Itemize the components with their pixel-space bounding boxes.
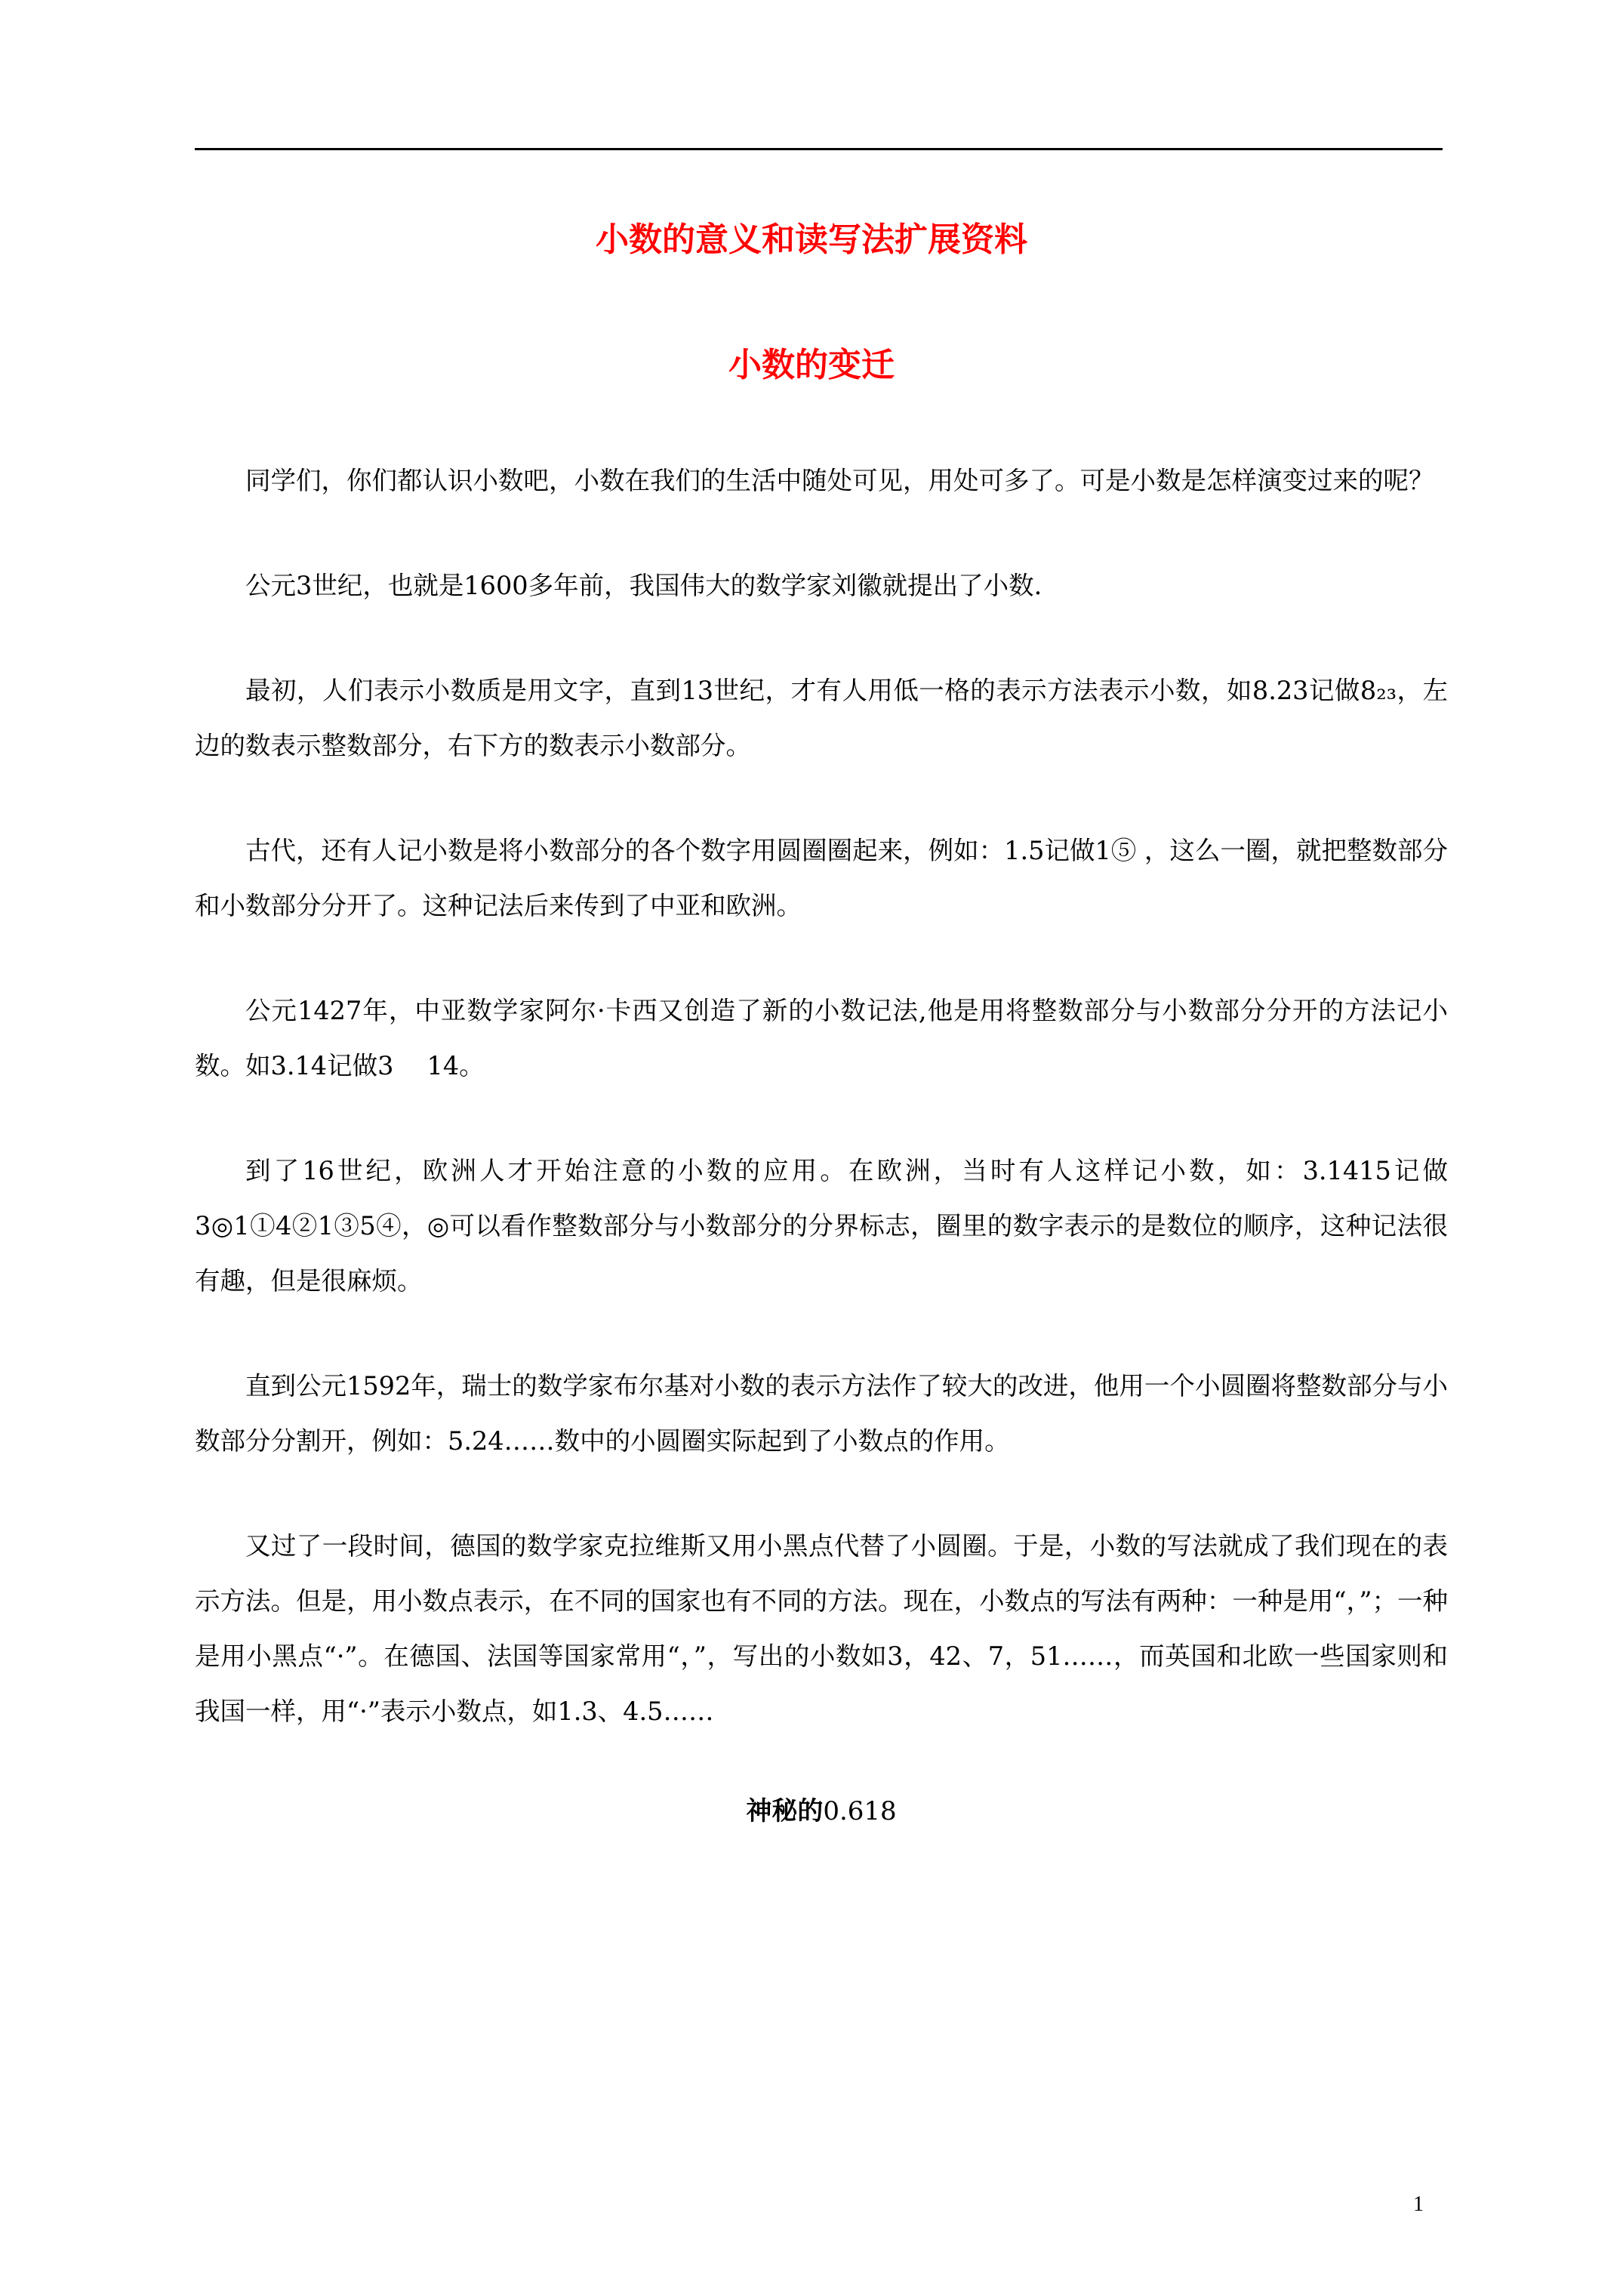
paragraph-burgi: 直到公元1592年，瑞士的数学家布尔基对小数的表示方法作了较大的改进，他用一个小圆圈将整数部分与小数部分分割开，例如：5.24……数中的小圆圈实际起到了小数点的作用。 bbox=[195, 1371, 1448, 1456]
paragraph-intro: 同学们，你们都认识小数吧，小数在我们的生活中随处可见，用处可多了。可是小数是怎样演变过来的呢？ bbox=[245, 466, 1434, 495]
header-rule bbox=[195, 148, 1443, 150]
paragraph-16th-century: 到了16世纪，欧洲人才开始注意的小数的应用。在欧洲，当时有人这样记小数，如：3.1415记做3◎1①4②1③5④，◎可以看作整数部分与小数部分的分界标志，圈里的数字表示的是数位的顺序，这种记法很有趣，但是很麻烦。 bbox=[195, 1156, 1448, 1296]
section-heading bbox=[195, 1784, 1448, 1839]
section-heading-label: 神秘的 bbox=[746, 1796, 824, 1826]
section-heading-number: 0.618 bbox=[823, 1796, 897, 1826]
paragraph-liu-hui: 公元3世纪，也就是1600多年前，我国伟大的数学家刘徽就提出了小数. bbox=[245, 571, 1042, 600]
document-body bbox=[195, 453, 1448, 1839]
document-title: 小数的意义和读写法扩展资料 bbox=[596, 220, 1027, 259]
paragraph-circled-digits: 古代，还有人记小数是将小数部分的各个数字用圆圈圈起来，例如：1.5记做1⑤ ，这么一圈，就把整数部分和小数部分分开了。这种记法后来传到了中亚和欧洲。 bbox=[195, 836, 1448, 920]
page-number: 1 bbox=[1413, 2193, 1424, 2216]
document-subtitle: 小数的变迁 bbox=[728, 346, 895, 384]
paragraph-clavius: 又过了一段时间，德国的数学家克拉维斯又用小黑点代替了小圆圈。于是，小数的写法就成了我们现在的表示方法。但是，用小数点表示，在不同的国家也有不同的方法。现在，小数点的写法有两种：一种是用“，”；一种是用小黑点“·”。在德国、法国等国家常用“，”，写出的小数如3，42、7，51……，而英国和北欧一些国家则和我国一样，用“·”表示小数点，如1.3、4.5…… bbox=[195, 1531, 1448, 1726]
paragraph-13th-century: 最初，人们表示小数质是用文字，直到13世纪，才有人用低一格的表示方法表示小数，如8.23记做8₂₃，左边的数表示整数部分，右下方的数表示小数部分。 bbox=[195, 676, 1448, 760]
paragraph-al-kashi: 公元1427年，中亚数学家阿尔·卡西又创造了新的小数记法,他是用将整数部分与小数部分分开的方法记小数。如3.14记做3 14。 bbox=[195, 996, 1448, 1080]
